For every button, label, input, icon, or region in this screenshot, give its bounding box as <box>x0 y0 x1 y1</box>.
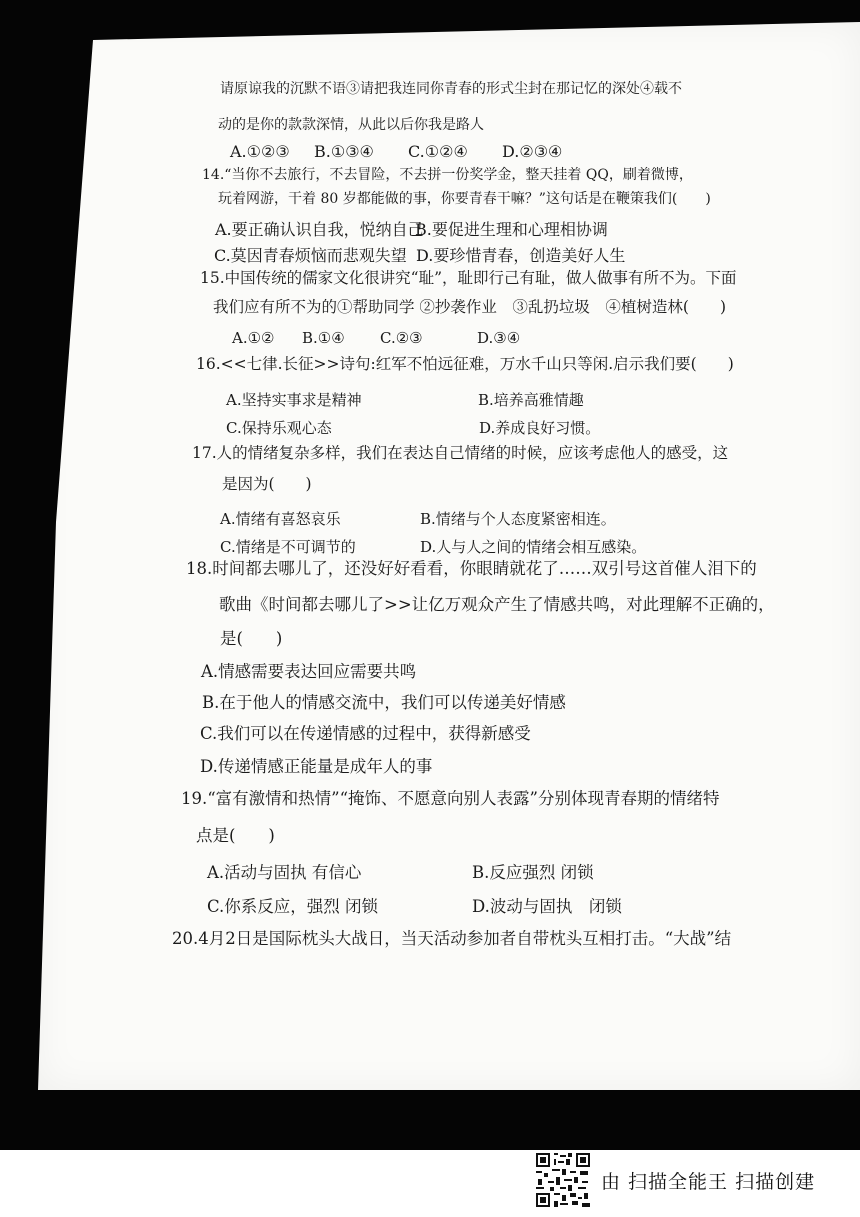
option: B.反应强烈 闭锁 <box>472 863 594 882</box>
option: B.在于他人的情感交流中，我们可以传递美好情感 <box>202 693 566 712</box>
text-line: 请原谅我的沉默不语③请把我连同你青春的形式尘封在那记忆的深处④载不 <box>220 81 682 97</box>
text-line: 动的是你的款款深情，从此以后你我是路人 <box>218 117 484 133</box>
option: C.②③ <box>380 329 423 347</box>
question-17: 17.人的情绪复杂多样，我们在表达自己情绪的时候，应该考虑他人的感受，这 <box>192 444 729 462</box>
text-line: 点是( ) <box>196 826 275 845</box>
qr-code-icon <box>534 1151 592 1209</box>
option: A.坚持实事求是精神 <box>226 391 362 409</box>
option: D.②③④ <box>502 142 563 161</box>
option: D.人与人之间的情绪会相互感染。 <box>420 538 647 556</box>
option: B.①④ <box>302 329 345 347</box>
text-line: 歌曲《时间都去哪儿了>>让亿万观众产生了情感共鸣，对此理解不正确的， <box>219 595 775 614</box>
option: B.培养高雅情趣 <box>478 391 584 409</box>
option: B.要促进生理和心理相协调 <box>415 220 608 239</box>
question-19: 19.“富有激情和热情”“掩饰、不愿意向别人表露”分别体现青春期的情绪特 <box>181 789 720 808</box>
option: C.①②④ <box>408 142 468 161</box>
option: A.活动与固执 有信心 <box>207 863 362 882</box>
footer-text: 由 扫描全能王 扫描创建 <box>601 1171 816 1193</box>
option: C.我们可以在传递情感的过程中，获得新感受 <box>200 724 531 743</box>
option: C.莫因青春烦恼而悲观失望 <box>214 246 407 265</box>
option: C.保持乐观心态 <box>226 419 332 437</box>
option: B.情绪与个人态度紧密相连。 <box>420 510 616 528</box>
question-16: 16.<<七律.长征>>诗句:红军不怕远征难，万水千山只等闲.启示我们要( ) <box>196 355 734 373</box>
question-18: 18.时间都去哪儿了，还没好好看看，你眼睛就花了……双引号这首催人泪下的 <box>186 559 757 578</box>
question-15: 15.中国传统的儒家文化很讲究“耻”，耻即行己有耻，做人做事有所不为。下面 <box>200 269 737 287</box>
text-line: 是( ) <box>220 629 283 648</box>
option: A.情绪有喜怒哀乐 <box>220 510 341 528</box>
question-20: 20.4月2日是国际枕头大战日，当天活动参加者自带枕头互相打击。“大战”结 <box>172 929 732 948</box>
option: D.养成良好习惯。 <box>479 419 601 437</box>
option: D.波动与固执 闭锁 <box>472 897 622 916</box>
option: D.传递情感正能量是成年人的事 <box>200 757 433 776</box>
option: B.①③④ <box>314 142 374 161</box>
option: C.你系反应，强烈 闭锁 <box>207 897 379 916</box>
option: D.要珍惜青春，创造美好人生 <box>416 246 626 265</box>
text-line: 玩着网游，干着 80 岁都能做的事，你要青春干嘛？”这句话是在鞭策我们( ) <box>218 191 711 207</box>
option: A.①② <box>232 329 275 347</box>
option: A.情感需要表达回应需要共鸣 <box>201 662 417 681</box>
question-14: 14.“当你不去旅行，不去冒险，不去拼一份奖学金，整天挂着 QQ，刷着微博， <box>202 167 693 183</box>
option: D.③④ <box>477 329 521 347</box>
text-line: 是因为( ) <box>222 475 312 493</box>
option: C.情绪是不可调节的 <box>220 538 356 556</box>
option: A.要正确认识自我，悦纳自己 <box>215 220 424 239</box>
text-line: 我们应有所不为的①帮助同学 ②抄袭作业 ③乱扔垃圾 ④植树造林( ) <box>213 298 727 316</box>
option: A.①②③ <box>230 142 290 161</box>
